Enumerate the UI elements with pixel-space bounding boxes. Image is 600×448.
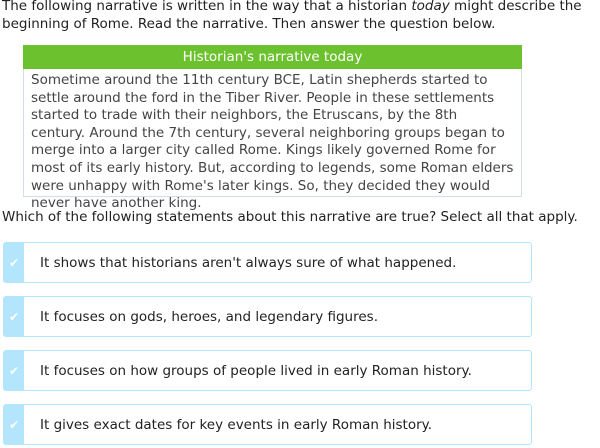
question-text: Which of the following statements about this narrative are true? Select all that apply. [2, 209, 578, 225]
check-icon: ✔ [4, 405, 24, 444]
option-label: It shows that historians aren't always sure of what happened. [40, 254, 457, 271]
narrative-text: Sometime around the 11th century BCE, Latin shepherds started to settle around the ford in the Tiber River. People in these settlements started to trade with their neighbors, the Etruscans, by the 8th century. Around the 7th century, several neighboring groups began to merge into a larger city called Rome. Kings likely governed Rome for most of its early history. But, according to legends, some Roman elders were unhappy with Rome's later kings. So, they decided they would never have another king. [31, 72, 514, 212]
instructions [2, 0, 598, 33]
option-label: It focuses on gods, heroes, and legendary figures. [40, 308, 379, 325]
narrative-title: Historian's narrative today [23, 45, 522, 69]
check-icon: ✔ [4, 351, 24, 390]
instructions-text: The following narrative is written in the way that a historian [2, 0, 412, 14]
answer-option[interactable] [3, 350, 532, 391]
answer-option[interactable] [3, 404, 532, 445]
check-icon: ✔ [4, 297, 24, 336]
check-icon: ✔ [4, 243, 24, 282]
instructions-text: might describe the beginning of Rome. Read the narrative. Then answer the question below. [2, 0, 582, 32]
instructions-emphasis: today [411, 0, 450, 14]
answer-option[interactable] [3, 296, 532, 337]
narrative-box [23, 45, 522, 212]
option-label: It gives exact dates for key events in early Roman history. [40, 416, 433, 433]
answer-option[interactable] [3, 242, 532, 283]
option-label: It focuses on how groups of people lived in early Roman history. [40, 362, 472, 379]
